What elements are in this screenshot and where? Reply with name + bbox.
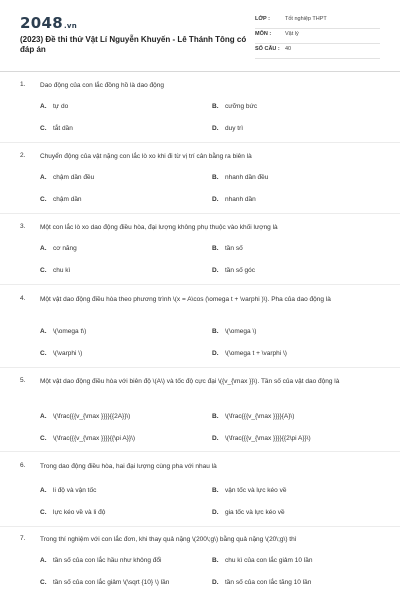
option-d[interactable]: [212, 579, 311, 586]
option-letter: D.: [212, 350, 219, 357]
meta-key: SỐ CÂU :: [255, 46, 280, 52]
option-text: chậm dần đều: [53, 174, 95, 181]
option-letter: B.: [212, 103, 219, 110]
option-letter: C.: [40, 350, 47, 357]
option-text: \(\varphi \): [53, 350, 83, 357]
option-text: chu kì của con lắc giảm 10 lần: [225, 557, 313, 564]
option-text: \(\frac{{{v_{\max }}}}{A}\): [225, 413, 295, 420]
option-letter: C.: [40, 509, 47, 516]
option-c[interactable]: [40, 350, 82, 357]
question-text: Một vật dao động điều hòa theo phương trình \(x = A\cos (\omega t + \varphi )\). Pha của dao động là: [40, 296, 331, 303]
option-letter: A.: [40, 328, 47, 335]
option-letter: C.: [40, 579, 47, 586]
option-text: \(\omega \): [225, 328, 257, 335]
option-text: tần số: [225, 245, 243, 252]
option-c[interactable]: [40, 196, 82, 203]
option-d[interactable]: [212, 509, 285, 516]
question-number: 6.: [20, 462, 26, 469]
option-text: \(\frac{{{v_{\max }}}}{{2\pi A}}\): [225, 435, 311, 442]
option-letter: A.: [40, 245, 47, 252]
option-text: \(\omega t + \varphi \): [225, 350, 287, 357]
question-number: 2.: [20, 152, 26, 159]
option-letter: C.: [40, 196, 47, 203]
option-letter: B.: [212, 487, 219, 494]
option-a[interactable]: [40, 174, 94, 181]
meta-value: Tốt nghiệp THPT: [285, 16, 327, 22]
option-d[interactable]: [212, 350, 287, 357]
question-number: 5.: [20, 377, 26, 384]
option-a[interactable]: [40, 328, 86, 335]
question-separator: [0, 284, 400, 285]
option-a[interactable]: [40, 245, 77, 252]
option-letter: D.: [212, 196, 219, 203]
question-separator: [0, 451, 400, 452]
option-letter: D.: [212, 125, 219, 132]
option-text: tần số của con lắc tăng 10 lần: [225, 579, 312, 586]
option-text: lực kéo về và li độ: [53, 509, 106, 516]
option-a[interactable]: [40, 557, 161, 564]
question-text: Một con lắc lò xo dao động điều hòa, đại lượng không phụ thuộc vào khối lượng là: [40, 224, 278, 231]
question-number: 3.: [20, 223, 26, 230]
option-text: tắt dần: [53, 125, 73, 132]
question-separator: [0, 526, 400, 527]
question-number: 7.: [20, 535, 26, 542]
question-separator: [0, 367, 400, 368]
option-letter: C.: [40, 125, 47, 132]
option-a[interactable]: [40, 487, 96, 494]
option-letter: B.: [212, 328, 219, 335]
question-text: Trong thí nghiệm với con lắc đơn, khi thay quả nặng \(200\;g\) bằng quả nặng \(20\;g\) thì: [40, 536, 297, 543]
option-b[interactable]: [212, 174, 268, 181]
question-number: 4.: [20, 295, 26, 302]
meta-value: 40: [285, 46, 292, 52]
option-c[interactable]: [40, 579, 169, 586]
option-text: cơ năng: [53, 245, 77, 252]
option-c[interactable]: [40, 435, 135, 442]
option-letter: D.: [212, 579, 219, 586]
option-text: nhanh dần: [225, 196, 256, 203]
option-b[interactable]: [212, 557, 312, 564]
option-d[interactable]: [212, 125, 243, 132]
meta-table: [255, 14, 380, 59]
option-text: nhanh dần đều: [225, 174, 269, 181]
option-letter: D.: [212, 435, 219, 442]
option-letter: A.: [40, 103, 47, 110]
logo-suffix: .vn: [63, 22, 78, 30]
option-letter: B.: [212, 245, 219, 252]
question-text: Một vật dao động điều hòa với biên độ \(A\) và tốc độ cực đại \({v_{\max }}\). Tần số của vật dao động là: [40, 378, 340, 385]
option-b[interactable]: [212, 328, 256, 335]
option-letter: B.: [212, 557, 219, 564]
option-letter: A.: [40, 557, 47, 564]
option-c[interactable]: [40, 509, 105, 516]
question-separator: [0, 142, 400, 143]
option-b[interactable]: [212, 103, 257, 110]
option-text: \(\frac{{{v_{\max }}}}{{2A}}\): [53, 413, 131, 420]
option-text: li độ và vận tốc: [53, 487, 97, 494]
meta-row-class: [255, 14, 380, 29]
header-divider: [0, 71, 400, 72]
option-text: gia tốc và lực kéo về: [225, 509, 285, 516]
option-text: tần số của con lắc giảm \(\sqrt {10} \) lần: [53, 579, 170, 586]
option-b[interactable]: [212, 245, 243, 252]
option-text: chậm dần: [53, 196, 82, 203]
option-d[interactable]: [212, 435, 311, 442]
question-separator: [0, 213, 400, 214]
option-c[interactable]: [40, 267, 70, 274]
option-text: vận tốc và lực kéo về: [225, 487, 287, 494]
document-title: (2023) Đề thi thử Vật Lí Nguyễn Khuyến - Lê Thánh Tông có đáp án: [20, 35, 247, 54]
option-text: duy trì: [225, 125, 244, 132]
question-text: Trong dao động điều hòa, hai đại lượng cùng pha với nhau là: [40, 463, 217, 470]
option-letter: A.: [40, 174, 47, 181]
option-text: chu kì: [53, 267, 71, 274]
meta-key: MÔN :: [255, 31, 272, 37]
question-text: Chuyển động của vật nặng con lắc lò xo khi đi từ vị trí cân bằng ra biên là: [40, 153, 252, 160]
option-text: \(\omega t\): [53, 328, 87, 335]
option-text: cưỡng bức: [225, 103, 258, 110]
option-d[interactable]: [212, 196, 256, 203]
option-a[interactable]: [40, 103, 68, 110]
question-number: 1.: [20, 81, 26, 88]
option-text: tần số góc: [225, 267, 255, 274]
option-a[interactable]: [40, 413, 130, 420]
option-text: \(\frac{{{v_{\max }}}}{{\pi A}}\): [53, 435, 136, 442]
site-logo[interactable]: [20, 14, 77, 32]
option-letter: D.: [212, 509, 219, 516]
meta-value: Vật lý: [285, 31, 299, 37]
option-b[interactable]: [212, 413, 294, 420]
option-text: tần số của con lắc hầu như không đổi: [53, 557, 162, 564]
option-c[interactable]: [40, 125, 73, 132]
option-text: tự do: [53, 103, 69, 110]
question-text: Dao động của con lắc đồng hồ là dao động: [40, 82, 164, 89]
option-letter: B.: [212, 413, 219, 420]
meta-key: LỚP :: [255, 16, 270, 22]
option-letter: B.: [212, 174, 219, 181]
option-letter: C.: [40, 435, 47, 442]
page-header: [0, 0, 400, 70]
option-letter: C.: [40, 267, 47, 274]
option-letter: D.: [212, 267, 219, 274]
meta-row-subject: [255, 29, 380, 44]
option-d[interactable]: [212, 267, 255, 274]
option-letter: A.: [40, 413, 47, 420]
option-b[interactable]: [212, 487, 286, 494]
option-letter: A.: [40, 487, 47, 494]
meta-row-count: [255, 44, 380, 59]
logo-text: 2048: [20, 14, 63, 32]
